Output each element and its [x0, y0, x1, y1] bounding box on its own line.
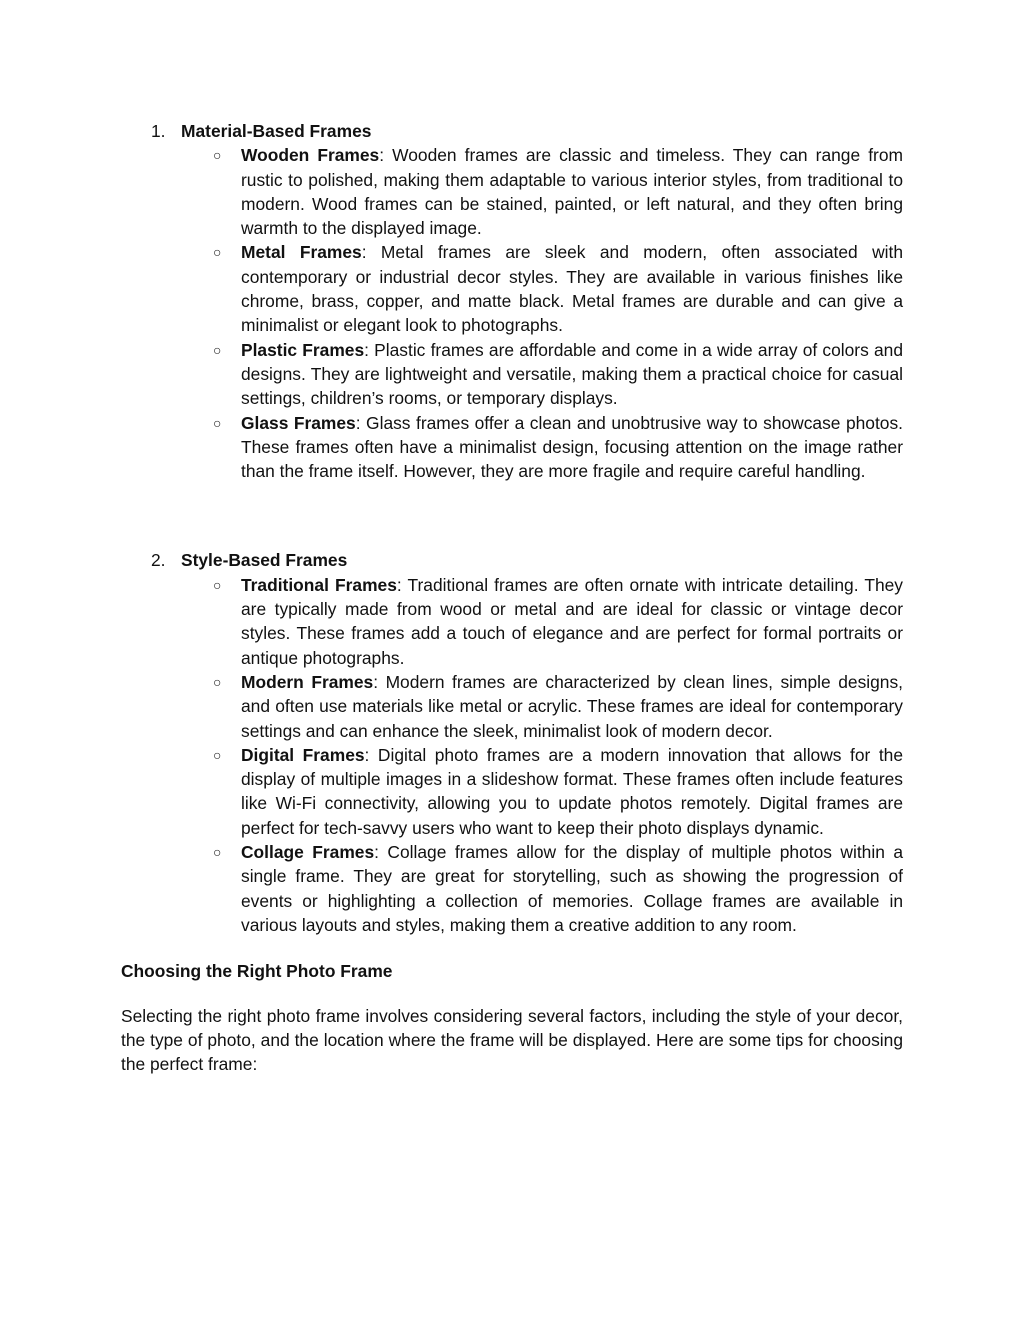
section-number: 1.	[151, 121, 166, 141]
bullet-circle-icon: ○	[213, 341, 222, 358]
item-name: Digital Frames	[241, 744, 365, 765]
bullet-circle-icon: ○	[213, 673, 222, 690]
item-text: : Metal frames are sleek and modern, often associated with contemporary or industrial decor styles. They are available in various finishes like chrome, brass, copper, and matte black. Metal frames are durable and can give a minimalist or elegant look to photographs.	[241, 242, 903, 336]
list-item-traditional-frames	[121, 573, 903, 670]
section-header	[121, 119, 903, 143]
section-title: Style-Based Frames	[181, 550, 348, 571]
document-page	[121, 119, 903, 1076]
bullet-circle-icon: ○	[213, 746, 222, 763]
section-material-based	[121, 119, 903, 483]
list-item-modern-frames	[121, 670, 903, 743]
item-name: Plastic Frames	[241, 339, 365, 360]
bullet-circle-icon: ○	[213, 244, 222, 261]
section-title: Material-Based Frames	[181, 121, 372, 141]
list-item-wooden-frames	[121, 143, 903, 240]
heading-choosing-frame: Choosing the Right Photo Frame	[121, 961, 393, 982]
item-text: : Wooden frames are classic and timeless. They can range from rustic to polished, making them adaptable to various interior styles, from traditional to modern. Wood frames can be stained, painted, or left natural, and they often bring warmth to the displayed image.	[241, 145, 903, 239]
section-spacer	[121, 483, 903, 548]
bullet-circle-icon: ○	[213, 414, 222, 431]
intro-paragraph: Selecting the right photo frame involves considering several factors, including the style of your decor, the type of photo, and the location where the frame will be displayed. Here are some tips for choosing the perfect frame:	[121, 1005, 903, 1075]
section-style-based	[121, 548, 903, 937]
item-name: Metal Frames	[241, 242, 362, 263]
item-text: : Digital photo frames are a modern innovation that allows for the display of multiple images in a slideshow format. These frames often include features like Wi-Fi connectivity, allowing you to update photos remotely. Digital frames are perfect for tech-savvy users who want to keep their photo displays dynamic.	[241, 744, 903, 838]
item-name: Traditional Frames	[241, 574, 397, 595]
item-name: Modern Frames	[241, 671, 374, 692]
item-name: Glass Frames	[241, 412, 356, 433]
item-text: : Traditional frames are often ornate with intricate detailing. They are typically made from wood or metal and are ideal for classic or vintage decor styles. These frames add a touch of elegance and are perfect for formal portraits or antique photographs.	[241, 574, 903, 668]
bullet-circle-icon: ○	[213, 147, 222, 164]
list-item-digital-frames	[121, 743, 903, 840]
list-item-plastic-frames	[121, 338, 903, 411]
item-name: Collage Frames	[241, 842, 375, 863]
item-text: : Glass frames offer a clean and unobtrusive way to showcase photos. These frames often have a minimalist design, focusing attention on the image rather than the frame itself. However, they are more fragile and require careful handling.	[241, 412, 903, 482]
section-header	[121, 548, 903, 572]
list-item-collage-frames	[121, 840, 903, 937]
item-text: : Plastic frames are affordable and come in a wide array of colors and designs. They are lightweight and versatile, making them a practical choice for casual settings, children’s rooms, or temporary displays.	[241, 339, 903, 409]
section-number: 2.	[151, 550, 166, 571]
item-name: Wooden Frames	[241, 145, 380, 166]
item-text: : Modern frames are characterized by clean lines, simple designs, and often use materials like metal or acrylic. These frames are ideal for contemporary settings and can enhance the sleek, minimalist look of modern decor.	[241, 671, 904, 741]
list-item-glass-frames	[121, 411, 903, 484]
bullet-circle-icon: ○	[213, 844, 222, 861]
list-item-metal-frames	[121, 240, 903, 337]
item-text: : Collage frames allow for the display of multiple photos within a single frame. They are great for storytelling, such as showing the progression of events or highlighting a collection of memories. Collage frames are available in various layouts and styles, making them a creative addition to any room.	[241, 842, 903, 935]
bullet-circle-icon: ○	[213, 576, 222, 593]
